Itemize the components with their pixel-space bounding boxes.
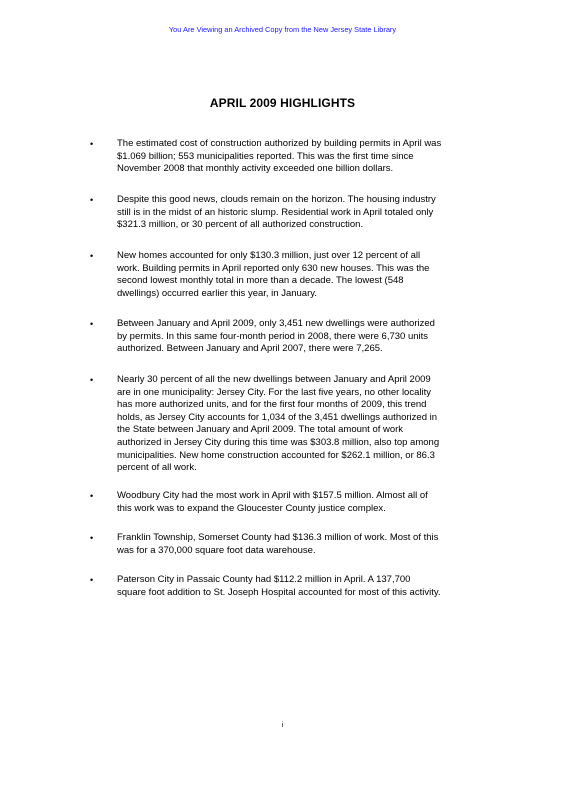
page-title: APRIL 2009 HIGHLIGHTS xyxy=(209,96,356,110)
bullet-text: Despite this good news, clouds remain on the horizon. The housing industry still is in the midst of an historic slump. Residential work in April totaled only $321.3 million, or 30 percent of all authorized construction. xyxy=(117,194,436,231)
bullet-text: Nearly 30 percent of all the new dwellings between January and April 2009 are in one municipality: Jersey City. For the last five years, no other locality has more authorized units, and for the first four months of 2009, this trend holds, as Jersey City accounts for 1,034 of the 3,451 dwellings authorized in the State between January and April 2009. The total amount of work authorized in Jersey City during this time was $303.8 million, also top among municipalities. New home construction accounted for $262.1 million, or 86.3 percent of all work. xyxy=(117,374,440,474)
bullet-icon: • xyxy=(90,139,94,149)
bullet-icon: • xyxy=(90,575,94,585)
bullet-icon: • xyxy=(90,251,94,261)
bullet-icon: • xyxy=(90,375,94,385)
bullet-icon: • xyxy=(90,319,94,329)
bullet-text: Franklin Township, Somerset County had $136.3 million of work. Most of this was for a 370,000 square foot data warehouse. xyxy=(117,532,439,556)
page-number: i xyxy=(281,722,284,729)
bullet-icon: • xyxy=(90,533,94,543)
bullet-text: Woodbury City had the most work in April with $157.5 million. Almost all of this work was to expand the Gloucester County justice complex. xyxy=(117,490,428,514)
bullet-text: New homes accounted for only $130.3 million, just over 12 percent of all work. Building permits in April reported only 630 new houses. This was the second lowest monthly total in more than a decade. The lowest (548 dwellings) occurred earlier this year, in January. xyxy=(117,250,430,299)
bullet-text: The estimated cost of construction authorized by building permits in April was $1.069 billion; 553 municipalities reported. This was the first time since November 2008 that monthly activity exceeded one billion dollars. xyxy=(117,138,442,175)
archive-banner: You Are Viewing an Archived Copy from the New Jersey State Library xyxy=(168,25,397,34)
bullet-icon: • xyxy=(90,491,94,501)
bullet-text: Paterson City in Passaic County had $112.2 million in April. A 137,700 square foot addition to St. Joseph Hospital accounted for most of this activity. xyxy=(117,574,441,598)
bullet-icon: • xyxy=(90,195,94,205)
bullet-text: Between January and April 2009, only 3,451 new dwellings were authorized by permits. In this same four-month period in 2008, there were 6,730 units authorized. Between January and April 2007, there were 7,265. xyxy=(117,318,435,355)
